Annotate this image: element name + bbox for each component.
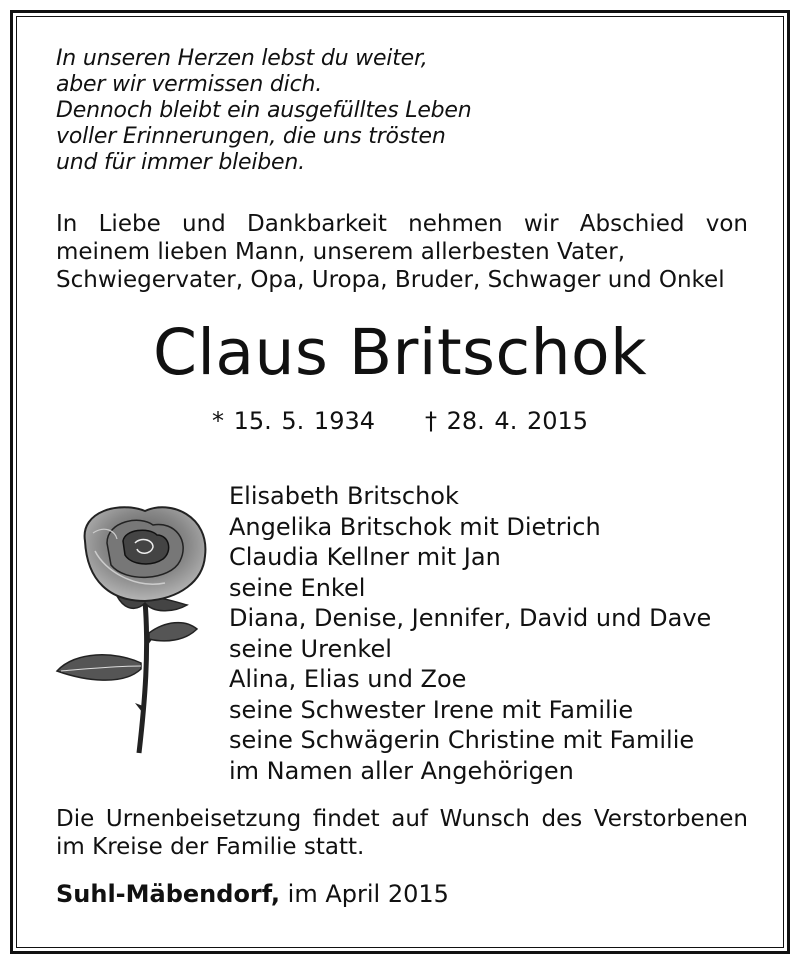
place-and-date [56,879,449,909]
publication-date: im April 2015 [287,880,449,908]
poem-line: voller Erinnerungen, die uns trösten [56,124,446,149]
family-line: Elisabeth Britschok [229,482,459,510]
family-line: seine Schwägerin Christine mit Familie [229,726,695,754]
poem-line: und für immer bleiben. [56,150,305,175]
death-date: † 28. 4. 2015 [425,407,589,435]
poem-line: In unseren Herzen lebst du weiter, [56,46,428,71]
poem-line: Dennoch bleibt ein ausgefülltes Leben [56,98,472,123]
obituary-card [10,10,790,954]
family-line: seine Schwester Irene mit Familie [229,695,634,724]
birth-date: * 15. 5. 1934 [211,407,375,435]
family-list [229,481,711,786]
intro-line: In Liebe und Dankbarkeit nehmen wir Abschied von [56,211,748,237]
intro-line: meinem lieben Mann, unserem allerbesten Vater, [56,239,626,265]
family-line: im Namen aller Angehörigen [229,756,574,785]
family-line: Alina, Elias und Zoe [229,665,467,693]
place-name: Suhl-Mäbendorf, [56,880,281,908]
poem-line: aber wir vermissen dich. [56,72,323,97]
deceased-name: Claus Britschok [152,316,648,389]
rose-icon [45,501,215,756]
life-dates [13,406,787,436]
family-line: Claudia Kellner mit Jan [229,543,501,571]
family-line: seine Enkel [229,573,366,602]
farewell-intro [56,210,748,294]
family-line: seine Urenkel [229,634,392,663]
family-line: Diana, Denise, Jennifer, David und Dave [229,604,712,632]
intro-line: Schwiegervater, Opa, Uropa, Bruder, Schwager und Onkel [56,267,725,293]
notice-line: Die Urnenbeisetzung findet auf Wunsch des Verstorbenen [56,806,748,832]
memorial-poem [56,46,472,176]
family-line: Angelika Britschok mit Dietrich [229,512,601,541]
burial-notice [56,805,748,861]
notice-line: im Kreise der Familie statt. [56,834,365,860]
